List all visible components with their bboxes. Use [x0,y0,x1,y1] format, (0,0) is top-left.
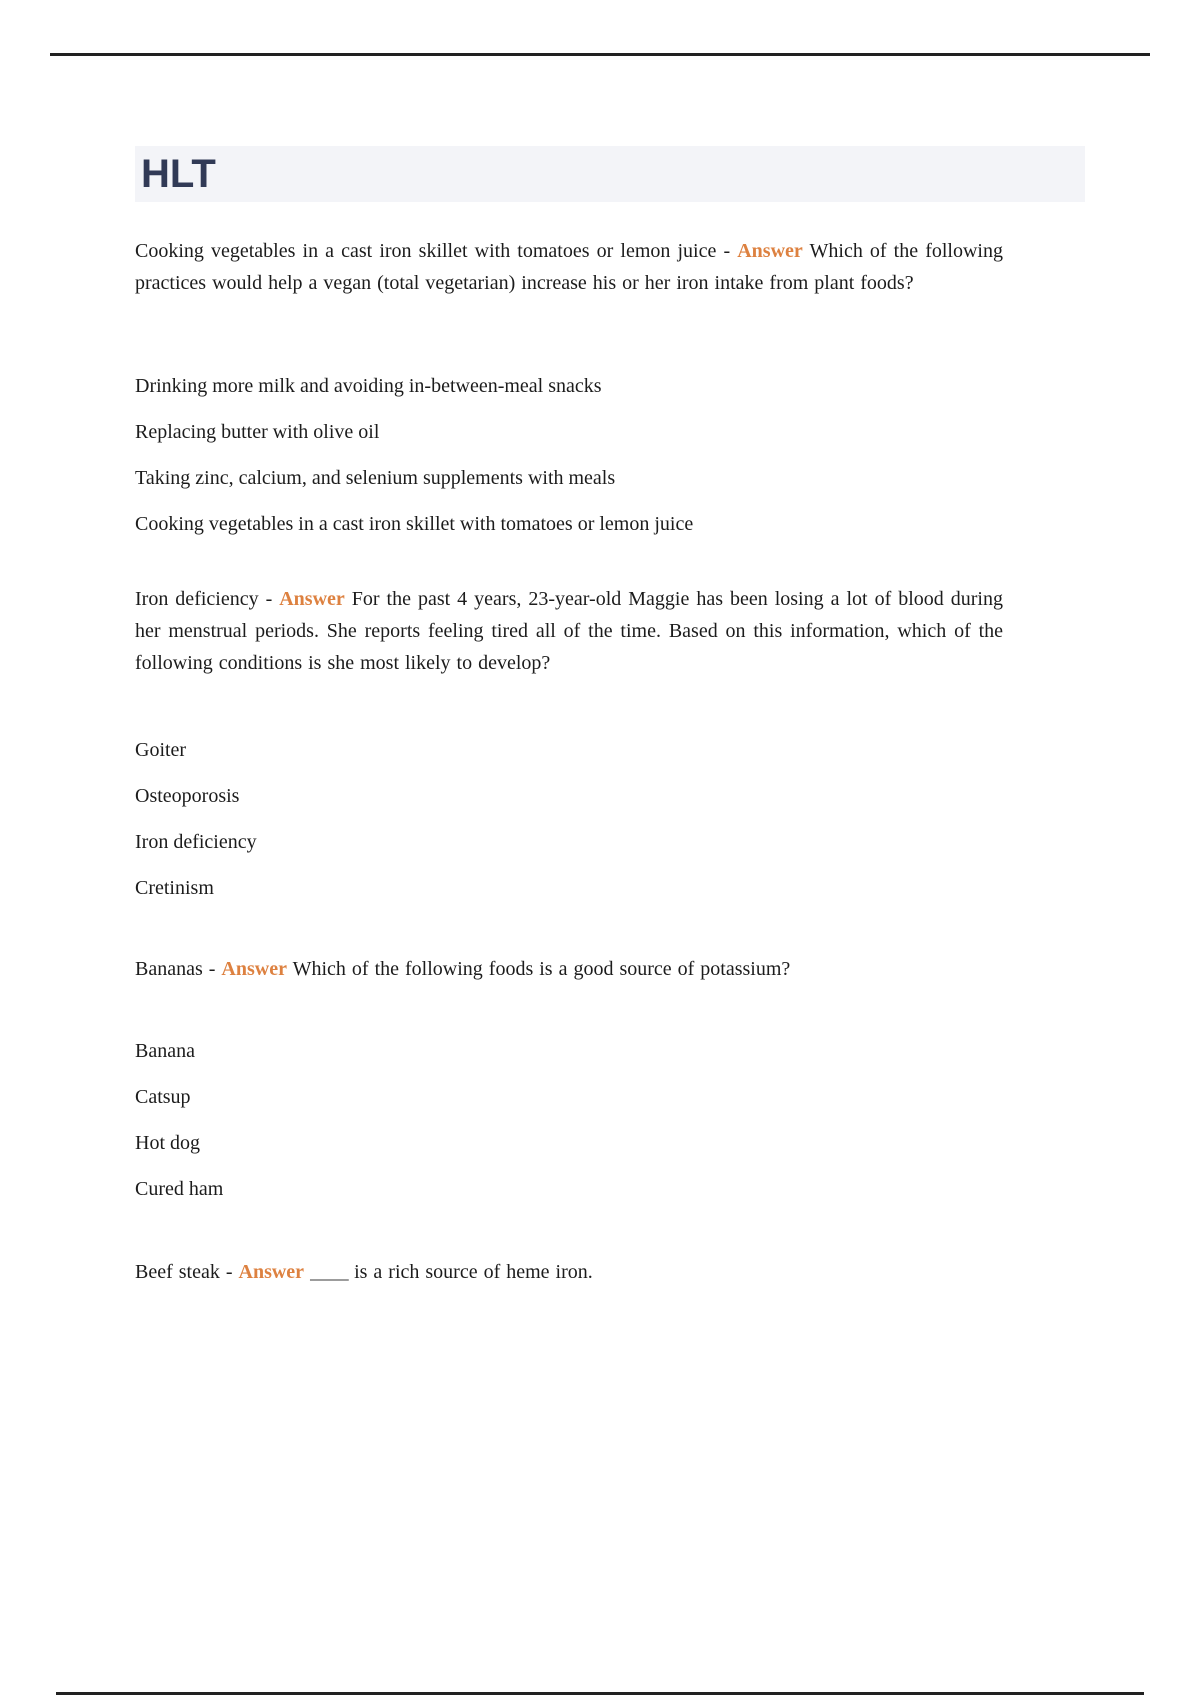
options-list [135,737,1003,901]
option-item: Catsup [135,1086,191,1108]
options-list [135,373,1003,537]
question-rest: is a rich source of heme iron. [348,1261,593,1283]
option-item: Cretinism [135,877,214,899]
question-lead: Cooking vegetables in a cast iron skillet with tomatoes or lemon juice - [135,240,738,262]
question-text [135,1256,1003,1288]
answer-label: Answer [737,240,803,262]
question-rest: Which of the following practices would help a vegan (total vegetarian) increase his or her iron intake from plant foods? [135,240,1003,294]
question-lead: Iron deficiency - [135,588,280,610]
option-item: Hot dog [135,1132,200,1154]
question-text [135,235,1003,299]
answer-label: Answer [279,588,345,610]
answer-blank: ____ [310,1261,349,1283]
answer-label: Answer [238,1261,305,1283]
question-lead: Bananas - [135,958,222,980]
option-item: Drinking more milk and avoiding in-between-meal snacks [135,375,602,397]
option-item: Cured ham [135,1178,224,1200]
question-rest: Which of the following foods is a good source of potassium? [286,958,791,980]
option-item: Goiter [135,739,187,761]
question-text [135,583,1003,679]
bottom-horizontal-rule [56,1692,1144,1695]
option-item: Iron deficiency [135,831,257,853]
title-banner [135,146,1085,202]
document-content [135,0,1088,1288]
page-title: HLT [141,152,216,196]
option-item: Banana [135,1040,195,1062]
question-rest: For the past 4 years, 23-year-old Maggie has been losing a lot of blood during her menstrual periods. She reports feeling tired all of the time. Based on this information, which of the following conditions is she most likely to develop? [135,588,1003,674]
question-text [135,953,1003,985]
option-item: Osteoporosis [135,785,240,807]
option-item: Cooking vegetables in a cast iron skillet with tomatoes or lemon juice [135,513,694,535]
option-item: Replacing butter with olive oil [135,421,380,443]
options-list [135,1038,1003,1202]
answer-label: Answer [221,958,287,980]
question-lead: Beef steak - [135,1261,239,1283]
option-item: Taking zinc, calcium, and selenium supplements with meals [135,467,616,489]
